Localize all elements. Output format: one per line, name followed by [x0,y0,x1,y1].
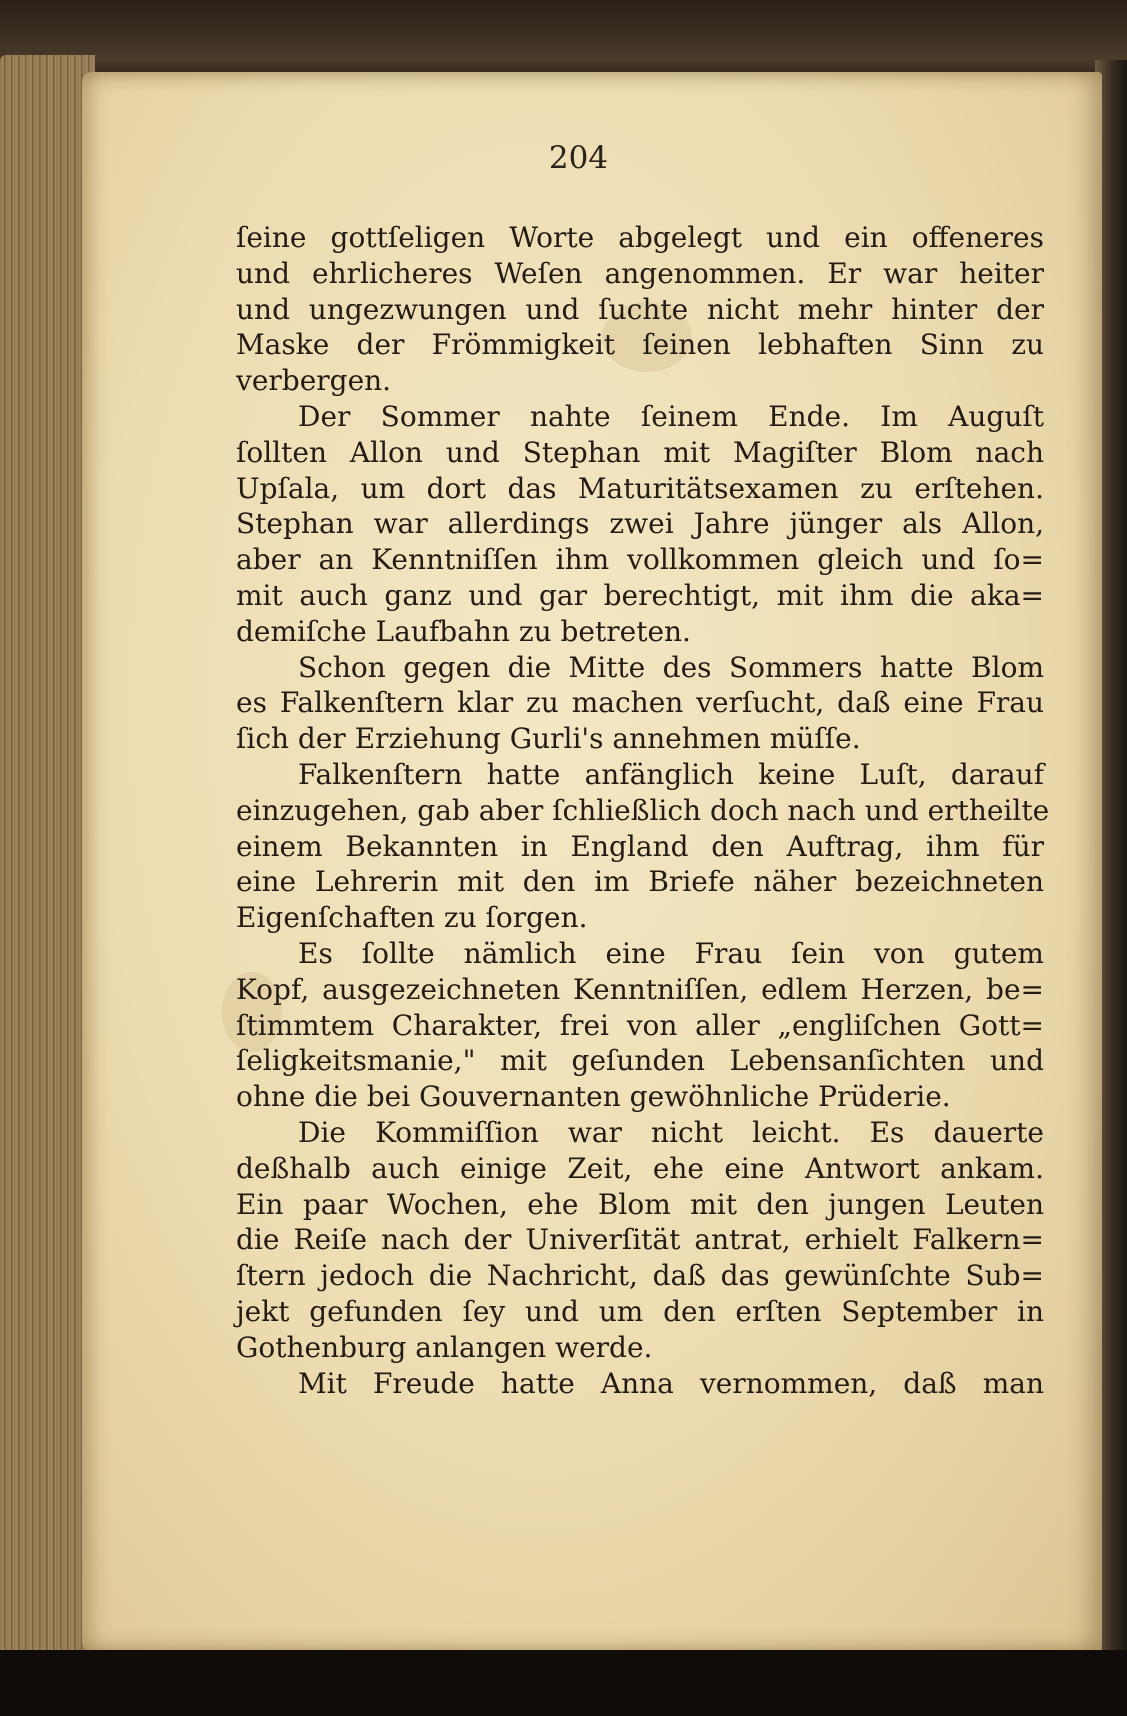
text-line: aber an Kenntniſſen ihm vollkommen gleich und ſo= [236,543,1044,577]
text-line: Gothenburg anlangen werde. [236,1330,653,1364]
text-line: jekt gefunden ſey und um den erſten September in [236,1294,1044,1328]
page-number: 204 [548,140,609,176]
text-line: deßhalb auch einige Zeit, ehe eine Antwort ankam. [236,1151,1044,1185]
text-line: es Falkenſtern klar zu machen verſucht, daß eine Frau [236,686,1044,720]
text-line: Es ſollte nämlich eine Frau ſein von gutem [298,936,1044,970]
text-line: und ungezwungen und ſuchte nicht mehr hinter der [236,292,1044,326]
text-line: Eigenſchaften zu ſorgen. [236,901,588,935]
text-line: Die Kommiſſion war nicht leicht. Es dauerte [298,1115,1044,1149]
text-line: und ehrlicheres Weſen angenommen. Er war heiter [236,256,1044,290]
text-line: eine Lehrerin mit den im Briefe näher bezeichneten [236,865,1044,899]
text-line: einzugehen, gab aber ſchließlich doch nach und ertheilte [236,793,1050,827]
text-line: mit auch ganz und gar berechtigt, mit ihm die aka= [236,578,1044,612]
text-line: ſollten Allon und Stephan mit Magiſter Blom nach [236,435,1044,469]
text-line: Kopf, ausgezeichneten Kenntniſſen, edlem Herzen, be= [236,972,1044,1006]
text-line: ohne die bei Gouvernanten gewöhnliche Prüderie. [236,1080,951,1114]
text-line: verbergen. [236,364,392,398]
text-line: ſeine gottſeligen Worte abgelegt und ein offeneres [236,221,1044,254]
text-line: Mit Freude hatte Anna vernommen, daß man [298,1366,1044,1400]
text-line: die Reiſe nach der Univerſität antrat, erhielt Falkern= [236,1223,1044,1257]
text-line: ſeligkeitsmanie," mit geſunden Lebensanſichten und [236,1044,1044,1078]
text-line: Upſala, um dort das Maturitätsexamen zu erſtehen. [236,471,1044,505]
text-line: einem Bekannten in England den Auftrag, ihm für [236,829,1044,863]
book-top-edge [0,0,1127,80]
body-text [236,220,1050,1401]
text-line: Maske der Frömmigkeit ſeinen lebhaften Sinn zu [236,328,1044,362]
text-line: Falkenſtern hatte anfänglich keine Luſt, darauf [298,757,1044,791]
text-line: ſtern jedoch die Nachricht, daß das gewünſchte Sub= [236,1259,1044,1293]
page-stack-edge [0,55,95,1665]
text-line: Schon gegen die Mitte des Sommers hatte Blom [298,650,1044,684]
text-line: demiſche Laufbahn zu betreten. [236,614,691,648]
text-line: Stephan war allerdings zwei Jahre jünger als Allon, [236,507,1044,541]
text-line: ſtimmtem Charakter, frei von aller „engliſchen Gott= [236,1008,1044,1042]
text-line: ſich der Erziehung Gurli's annehmen müſſe. [236,722,861,756]
book-bottom-edge [0,1650,1127,1716]
text-line: Ein paar Wochen, ehe Blom mit den jungen Leuten [236,1187,1044,1221]
text-line: Der Sommer nahte ſeinem Ende. Im Auguſt [298,399,1044,433]
